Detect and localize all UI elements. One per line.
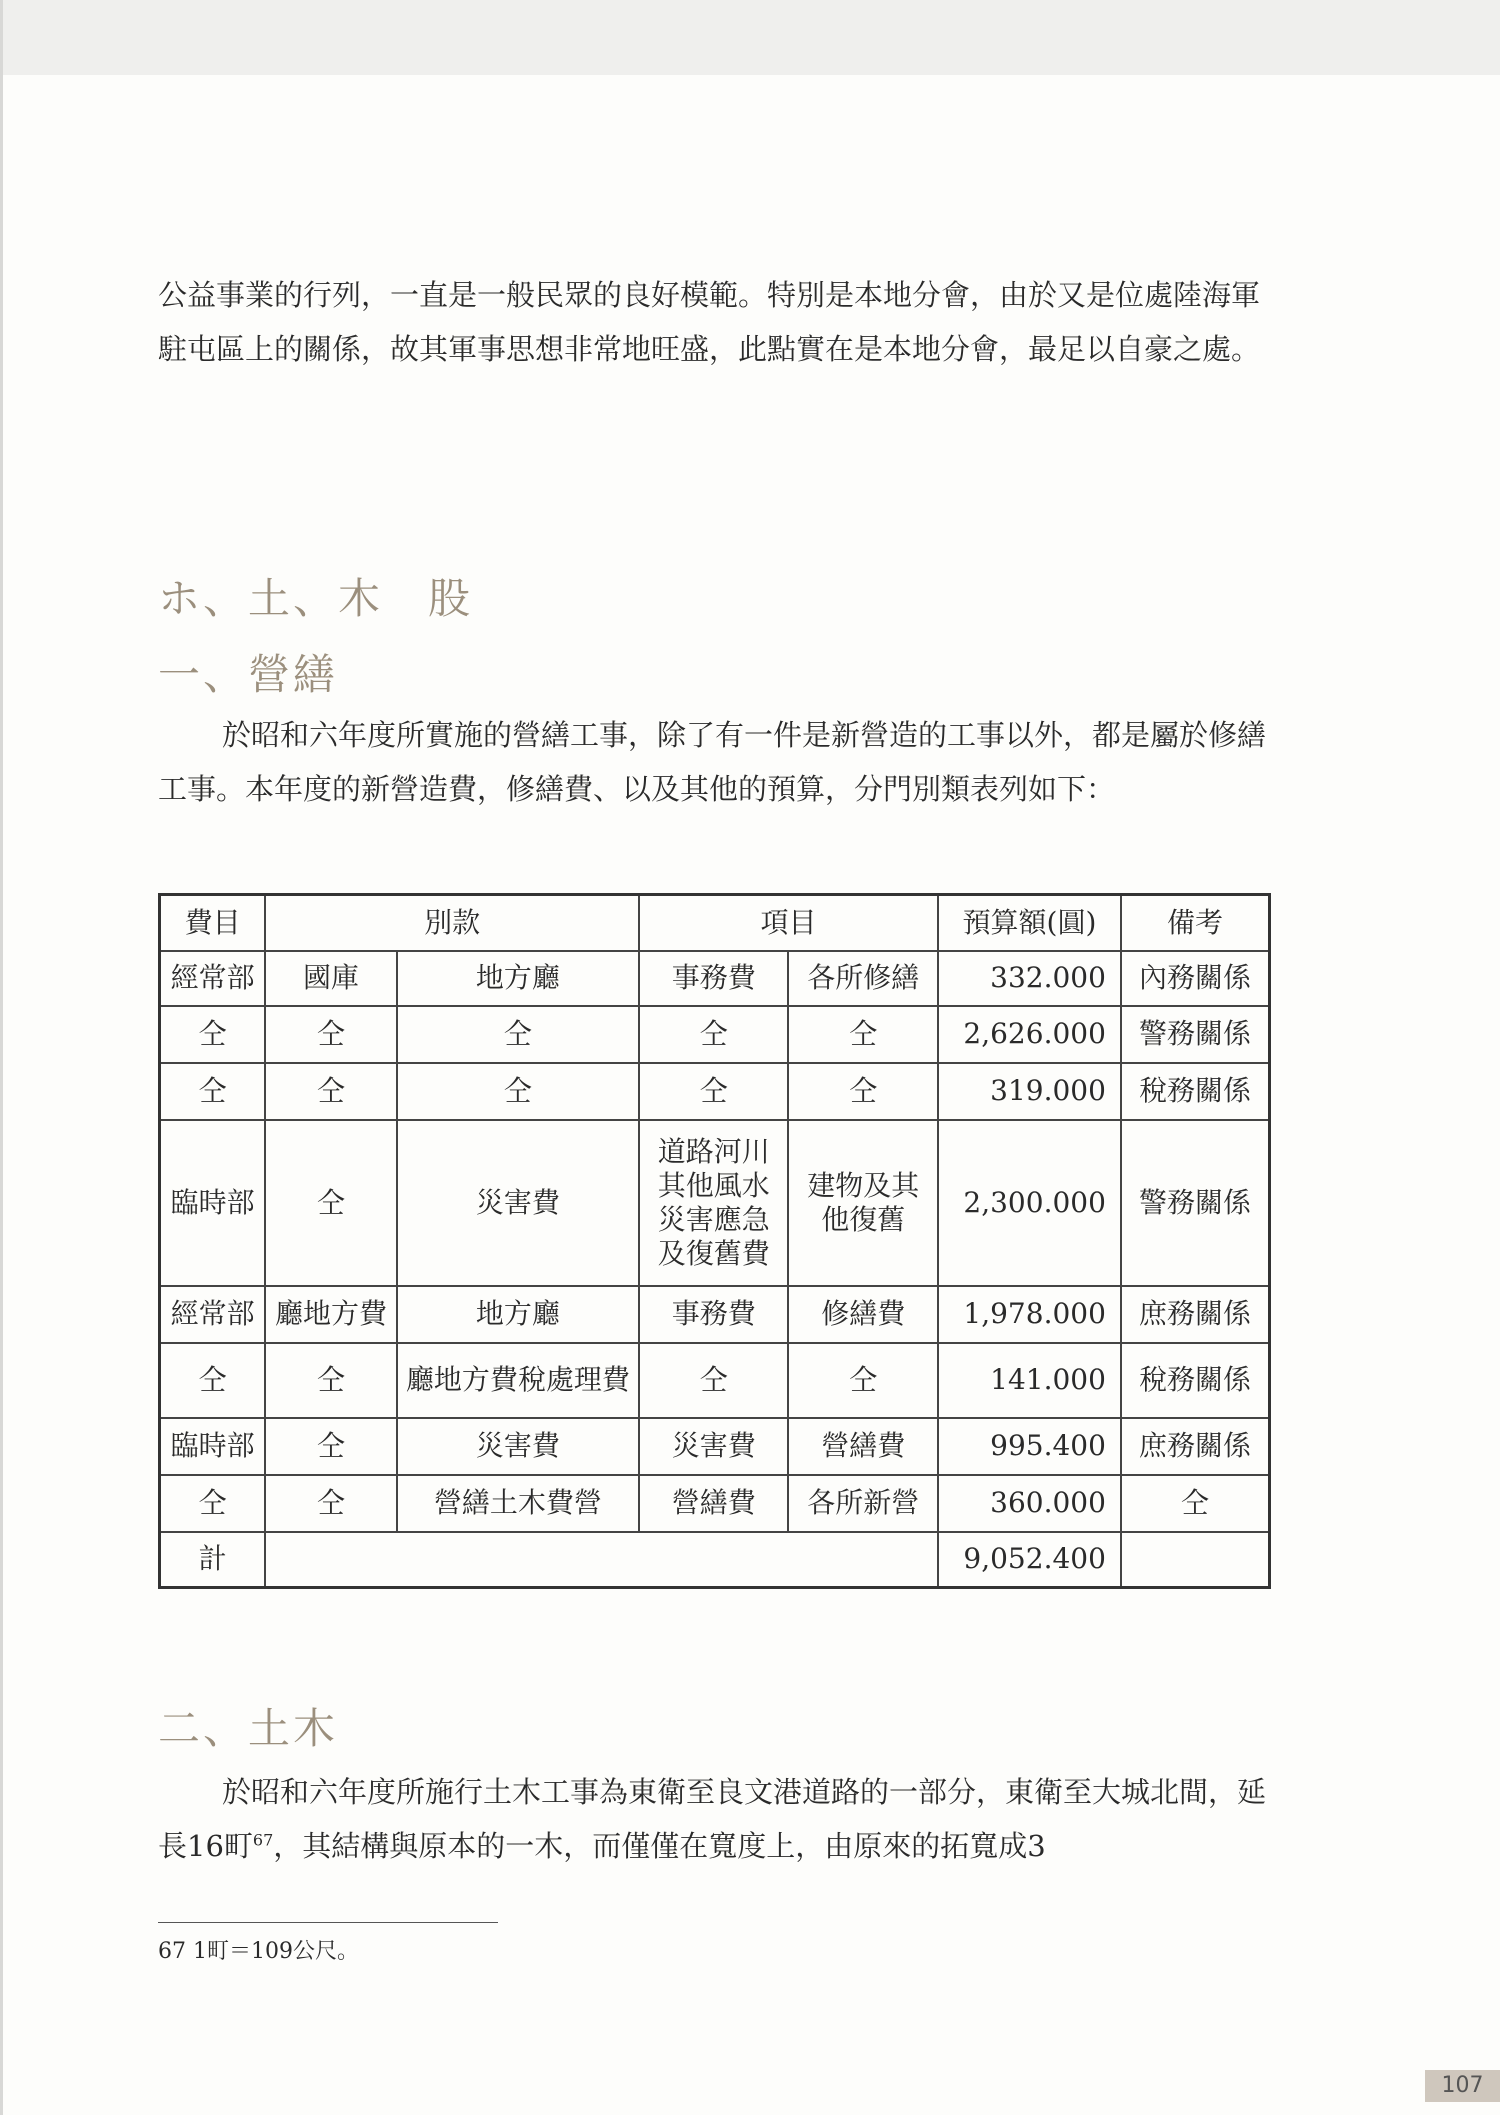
table-cell: 災害費 bbox=[397, 1120, 639, 1286]
table-cell: 經常部 bbox=[160, 1286, 266, 1343]
header-cell: 備考 bbox=[1121, 895, 1270, 951]
table-cell: 仝 bbox=[265, 1418, 397, 1475]
total-empty-cell bbox=[265, 1532, 938, 1588]
table-cell: 營繕土木費營 bbox=[397, 1475, 639, 1532]
amount-cell: 141.000 bbox=[938, 1343, 1121, 1418]
footnote-divider bbox=[158, 1922, 498, 1923]
table-cell: 仝 bbox=[397, 1006, 639, 1063]
table-cell: 庶務關係 bbox=[1121, 1286, 1270, 1343]
total-amount-cell: 9,052.400 bbox=[938, 1532, 1121, 1588]
page-number: 107 bbox=[1425, 2070, 1500, 2102]
table-cell: 地方廳 bbox=[397, 1286, 639, 1343]
header-cell: 別款 bbox=[265, 895, 639, 951]
section-heading: ホ、土、木 股 bbox=[158, 574, 474, 623]
table-cell: 仝 bbox=[265, 1006, 397, 1063]
construction-paragraph: 於昭和六年度所實施的營繕工事，除了有一件是新營造的工事以外，都是屬於修繕工事。本年度的新營造費，修繕費、以及其他的預算，分門別類表列如下： bbox=[158, 718, 1267, 806]
table-cell: 事務費 bbox=[639, 951, 789, 1006]
table-cell: 各所新營 bbox=[788, 1475, 938, 1532]
amount-cell: 2,300.000 bbox=[938, 1120, 1121, 1286]
header-cell: 費目 bbox=[160, 895, 266, 951]
table-row bbox=[160, 951, 1270, 1006]
table-cell: 仝 bbox=[788, 1063, 938, 1120]
header-cell: 預算額(圓) bbox=[938, 895, 1121, 951]
table-cell: 稅務關係 bbox=[1121, 1343, 1270, 1418]
header-cell: 項目 bbox=[639, 895, 938, 951]
paragraph-text-part-1: 於昭和六年度所施行土木工事為東衛至良文港道路的一部分，東衛至大城北間，延長16町 bbox=[158, 1775, 1267, 1863]
page-top-band bbox=[0, 0, 1500, 75]
table-row bbox=[160, 1286, 1270, 1343]
table-cell: 仝 bbox=[1121, 1475, 1270, 1532]
civil-engineering-paragraph bbox=[158, 1765, 1268, 1873]
footnote: 67 1町＝109公尺。 bbox=[158, 1939, 359, 1964]
table-cell: 建物及其他復舊 bbox=[788, 1120, 938, 1286]
table-cell: 各所修繕 bbox=[788, 951, 938, 1006]
table-cell: 災害費 bbox=[397, 1418, 639, 1475]
amount-cell: 995.400 bbox=[938, 1418, 1121, 1475]
table-cell: 道路河川其他風水災害應急及復舊費 bbox=[639, 1120, 789, 1286]
amount-cell: 2,626.000 bbox=[938, 1006, 1121, 1063]
table-cell: 仝 bbox=[265, 1475, 397, 1532]
table-row bbox=[160, 1343, 1270, 1418]
table-cell: 仝 bbox=[397, 1063, 639, 1120]
table-cell: 稅務關係 bbox=[1121, 1063, 1270, 1120]
table-cell: 仝 bbox=[265, 1343, 397, 1418]
table-cell: 仝 bbox=[265, 1063, 397, 1120]
table-cell: 內務關係 bbox=[1121, 951, 1270, 1006]
table-header-row bbox=[160, 895, 1270, 951]
table-cell: 仝 bbox=[265, 1120, 397, 1286]
table-total-row bbox=[160, 1532, 1270, 1588]
page-spine-edge bbox=[0, 0, 3, 2115]
table-cell: 仝 bbox=[160, 1343, 266, 1418]
table-cell: 仝 bbox=[639, 1063, 789, 1120]
table-cell: 經常部 bbox=[160, 951, 266, 1006]
table-cell: 仝 bbox=[788, 1006, 938, 1063]
table-cell: 國庫 bbox=[265, 951, 397, 1006]
table-cell: 仝 bbox=[639, 1006, 789, 1063]
table-cell: 事務費 bbox=[639, 1286, 789, 1343]
table-cell: 庶務關係 bbox=[1121, 1418, 1270, 1475]
table-cell: 仝 bbox=[639, 1343, 789, 1418]
table-cell: 仝 bbox=[160, 1063, 266, 1120]
subsection-heading-civil-engineering: 二、土木 bbox=[158, 1704, 339, 1753]
intro-paragraph: 公益事業的行列，一直是一般民眾的良好模範。特別是本地分會，由於又是位處陸海軍駐屯區上的關係，故其軍事思想非常地旺盛，此點實在是本地分會，最足以自豪之處。 bbox=[158, 278, 1261, 366]
table-cell: 警務關係 bbox=[1121, 1120, 1270, 1286]
table-row bbox=[160, 1006, 1270, 1063]
table-row bbox=[160, 1418, 1270, 1475]
table-cell: 營繕費 bbox=[788, 1418, 938, 1475]
table-cell: 地方廳 bbox=[397, 951, 639, 1006]
table-row bbox=[160, 1063, 1270, 1120]
table-cell: 臨時部 bbox=[160, 1418, 266, 1475]
table-cell: 警務關係 bbox=[1121, 1006, 1270, 1063]
amount-cell: 1,978.000 bbox=[938, 1286, 1121, 1343]
table-cell: 修繕費 bbox=[788, 1286, 938, 1343]
total-remark-cell bbox=[1121, 1532, 1270, 1588]
table-cell: 廳地方費 bbox=[265, 1286, 397, 1343]
table-cell: 仝 bbox=[160, 1006, 266, 1063]
table-cell: 臨時部 bbox=[160, 1120, 266, 1286]
table-cell: 營繕費 bbox=[639, 1475, 789, 1532]
amount-cell: 332.000 bbox=[938, 951, 1121, 1006]
table-cell: 災害費 bbox=[639, 1418, 789, 1475]
amount-cell: 319.000 bbox=[938, 1063, 1121, 1120]
table-row bbox=[160, 1120, 1270, 1286]
budget-table bbox=[158, 893, 1271, 1589]
footnote-reference: 67 bbox=[252, 1830, 274, 1850]
subsection-heading-construction: 一、營繕 bbox=[158, 650, 339, 699]
paragraph-text-part-2: ，其結構與原本的一木，而僅僅在寬度上，由原來的拓寬成3 bbox=[273, 1829, 1046, 1863]
table-row bbox=[160, 1475, 1270, 1532]
total-label-cell: 計 bbox=[160, 1532, 266, 1588]
table-cell: 仝 bbox=[788, 1343, 938, 1418]
amount-cell: 360.000 bbox=[938, 1475, 1121, 1532]
table-cell: 廳地方費稅處理費 bbox=[397, 1343, 639, 1418]
table-cell: 仝 bbox=[160, 1475, 266, 1532]
